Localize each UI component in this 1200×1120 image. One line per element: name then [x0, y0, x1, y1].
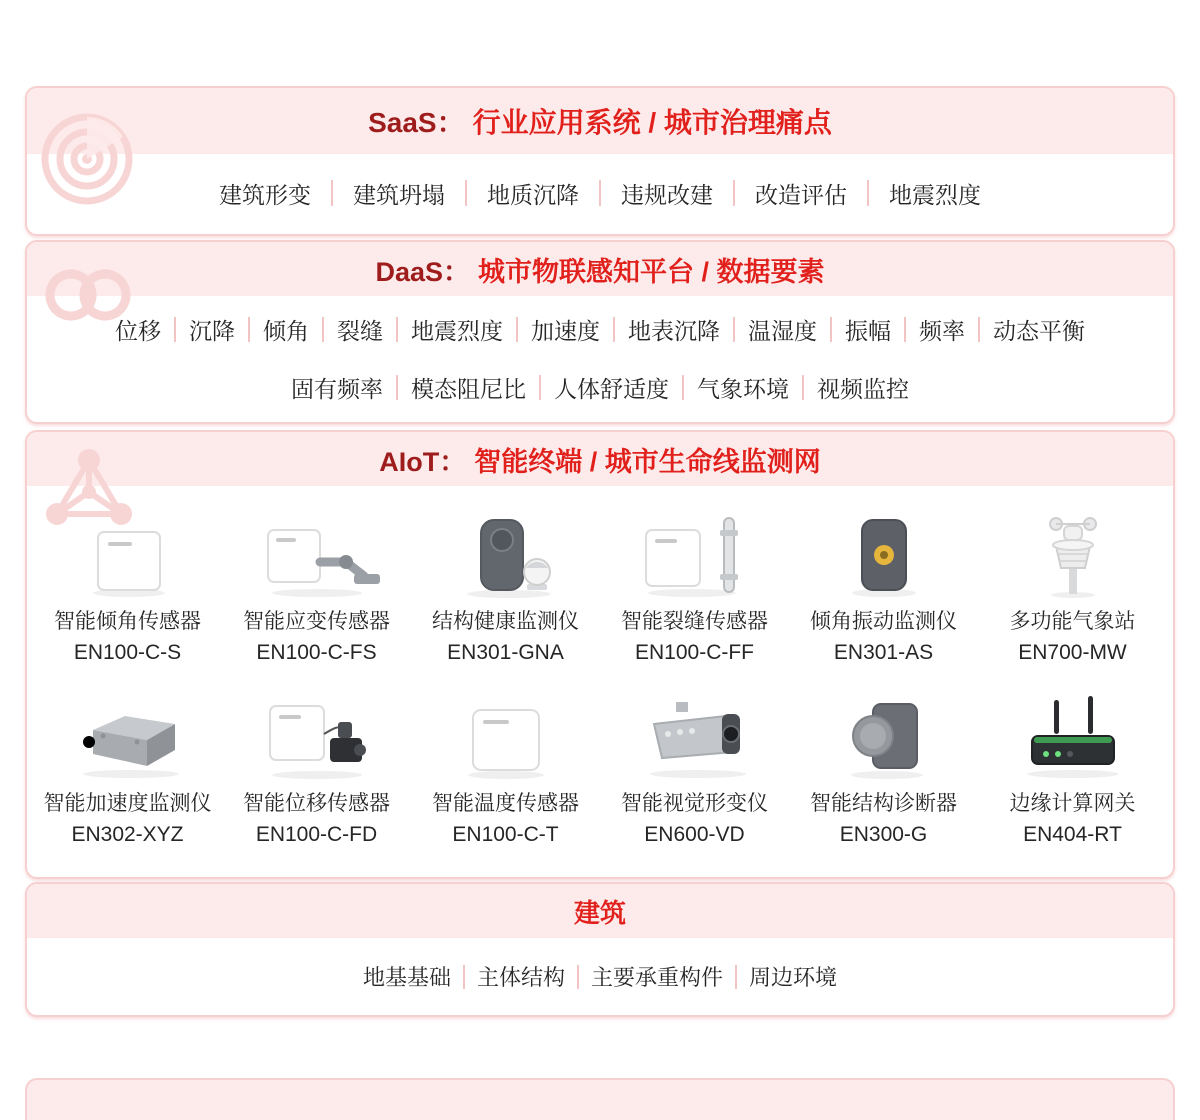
daas-item: 固有频率	[291, 375, 383, 402]
temperature-sensor-icon	[431, 694, 581, 782]
product-model: EN301-AS	[833, 641, 934, 664]
product-name: 结构健康监测仪	[432, 610, 579, 633]
separator	[465, 180, 467, 206]
building-title: 建筑	[573, 897, 626, 928]
product-card	[978, 512, 1167, 668]
edge-gateway-icon	[998, 694, 1148, 782]
building-item: 地基基础	[362, 965, 451, 990]
structural-health-monitor-icon	[431, 512, 581, 600]
separator	[682, 375, 684, 400]
daas-items-row1	[27, 300, 1173, 358]
product-model: EN302-XYZ	[71, 823, 184, 846]
separator	[613, 317, 615, 342]
product-name: 智能视觉形变仪	[621, 792, 768, 815]
separator	[830, 317, 832, 342]
building-header	[27, 884, 1173, 938]
separator	[396, 375, 398, 400]
separator	[904, 317, 906, 342]
saas-title-prefix: SaaS：	[368, 107, 465, 138]
daas-item: 模态阻尼比	[411, 375, 526, 402]
saas-item: 违规改建	[621, 181, 713, 208]
separator	[733, 317, 735, 342]
daas-item: 位移	[115, 317, 161, 344]
product-model: EN300-G	[839, 823, 928, 846]
weather-station-icon	[998, 512, 1148, 600]
product-name: 智能位移传感器	[243, 792, 390, 815]
daas-item: 动态平衡	[993, 317, 1085, 344]
saas-title: 行业应用系统 / 城市治理痛点	[472, 107, 832, 138]
product-model: EN404-RT	[1023, 823, 1122, 846]
product-model: EN100-C-S	[73, 641, 182, 664]
building-item: 周边环境	[749, 965, 838, 990]
section-aiot	[25, 430, 1175, 879]
product-card	[222, 512, 411, 668]
product-card	[600, 512, 789, 668]
separator	[577, 965, 579, 989]
product-name: 智能裂缝传感器	[621, 610, 768, 633]
daas-item: 频率	[919, 317, 965, 344]
saas-item: 建筑坍塌	[353, 181, 445, 208]
product-name: 边缘计算网关	[1009, 792, 1136, 815]
vision-camera-icon	[620, 694, 770, 782]
product-card	[978, 694, 1167, 850]
separator	[802, 375, 804, 400]
separator	[331, 180, 333, 206]
separator	[735, 965, 737, 989]
strain-sensor-icon	[242, 512, 392, 600]
building-item: 主体结构	[476, 965, 565, 990]
saas-item: 建筑形变	[219, 181, 311, 208]
separator	[867, 180, 869, 206]
displacement-sensor-icon	[242, 694, 392, 782]
separator	[174, 317, 176, 342]
building-items	[27, 938, 1173, 1015]
daas-items-row2	[27, 358, 1173, 416]
separator	[463, 965, 465, 989]
daas-item: 温湿度	[748, 317, 817, 344]
product-model: EN100-C-FF	[634, 641, 755, 664]
product-name: 智能温度传感器	[432, 792, 579, 815]
aiot-header	[27, 432, 1173, 486]
daas-title-prefix: DaaS：	[375, 256, 471, 287]
section-building	[25, 882, 1175, 1017]
daas-title: 城市物联感知平台 / 数据要素	[478, 256, 825, 287]
product-model: EN301-GNA	[447, 641, 564, 664]
next-section-partial-bar	[25, 1078, 1175, 1120]
daas-item: 视频监控	[817, 375, 909, 402]
saas-item: 地震烈度	[889, 181, 981, 208]
product-card	[789, 694, 978, 850]
separator	[322, 317, 324, 342]
section-saas	[25, 86, 1175, 236]
product-name: 倾角振动监测仪	[810, 610, 957, 633]
product-card	[600, 694, 789, 850]
separator	[539, 375, 541, 400]
product-name: 智能倾角传感器	[54, 610, 201, 633]
saas-items	[27, 154, 1173, 232]
daas-item: 沉降	[189, 317, 235, 344]
product-grid	[27, 486, 1173, 850]
product-card	[411, 512, 600, 668]
separator	[599, 180, 601, 206]
section-daas	[25, 240, 1175, 424]
saas-header	[27, 88, 1173, 154]
product-card	[789, 512, 978, 668]
crack-sensor-icon	[620, 512, 770, 600]
daas-item: 地表沉降	[628, 317, 720, 344]
separator	[396, 317, 398, 342]
daas-item: 振幅	[845, 317, 891, 344]
product-model: EN100-C-FS	[256, 641, 377, 664]
product-card	[33, 512, 222, 668]
product-model: EN600-VD	[644, 823, 745, 846]
structure-diagnoser-icon	[809, 694, 959, 782]
product-name: 智能结构诊断器	[810, 792, 957, 815]
tilt-sensor-icon	[53, 512, 203, 600]
tilt-vibration-monitor-icon	[809, 512, 959, 600]
daas-item: 地震烈度	[411, 317, 503, 344]
separator	[978, 317, 980, 342]
daas-item: 人体舒适度	[554, 375, 669, 402]
separator	[733, 180, 735, 206]
daas-header	[27, 242, 1173, 296]
product-card	[411, 694, 600, 850]
product-model: EN100-C-FD	[255, 823, 378, 846]
product-name: 多功能气象站	[1009, 610, 1136, 633]
product-name: 智能加速度监测仪	[43, 792, 212, 815]
separator	[248, 317, 250, 342]
daas-item: 裂缝	[337, 317, 383, 344]
product-name: 智能应变传感器	[243, 610, 390, 633]
building-item: 主要承重构件	[591, 965, 724, 990]
product-model: EN100-C-T	[452, 823, 559, 846]
product-model: EN700-MW	[1018, 641, 1127, 664]
daas-item: 气象环境	[697, 375, 789, 402]
daas-item: 加速度	[531, 317, 600, 344]
product-card	[33, 694, 222, 850]
accelerometer-icon	[53, 694, 203, 782]
saas-item: 地质沉降	[487, 181, 579, 208]
daas-item: 倾角	[263, 317, 309, 344]
product-card	[222, 694, 411, 850]
aiot-title-prefix: AIoT：	[379, 446, 467, 477]
separator	[516, 317, 518, 342]
saas-item: 改造评估	[755, 181, 847, 208]
aiot-title: 智能终端 / 城市生命线监测网	[474, 446, 821, 477]
